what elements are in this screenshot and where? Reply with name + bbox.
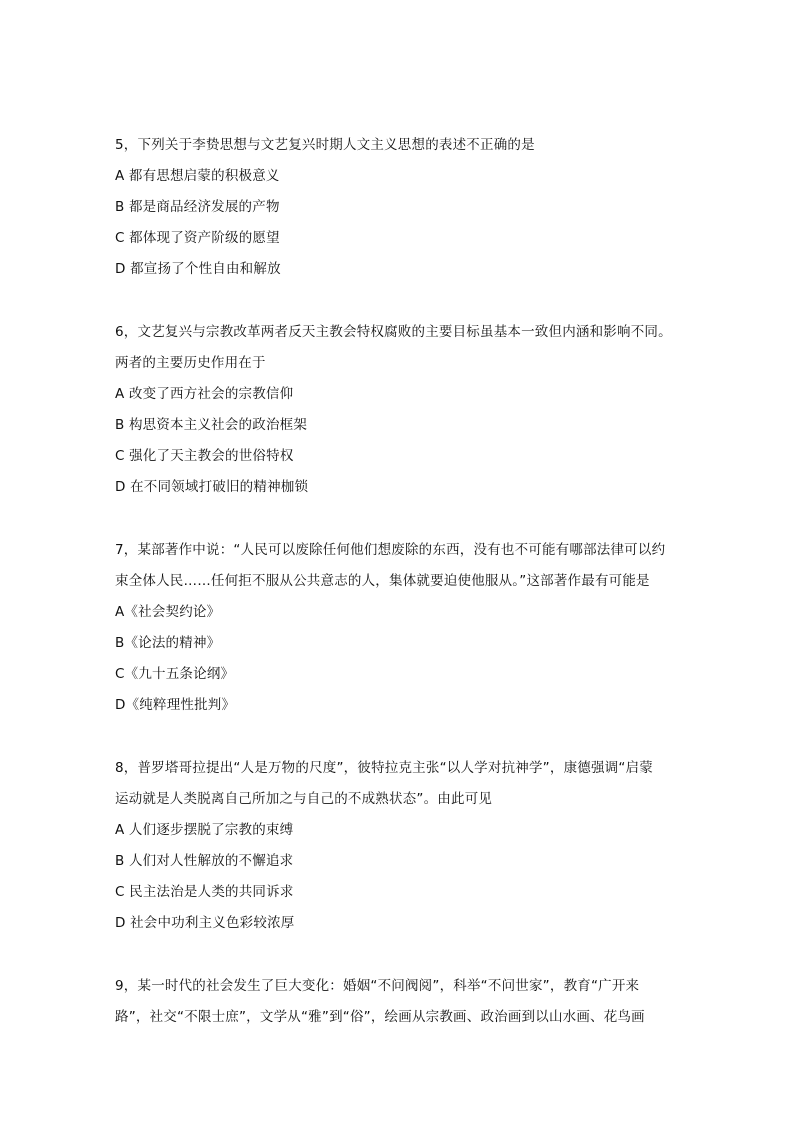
option-b: B 人们对人性解放的不懈追求 — [115, 853, 294, 869]
option-b: B《论法的精神》 — [115, 635, 221, 651]
question-stem: 束全体人民……任何拒不服从公共意志的人，集体就要迫使他服从。”这部著作最有可能是 — [115, 573, 650, 589]
question-7 — [115, 540, 685, 726]
option-d: D 都宣扬了个性自由和解放 — [115, 261, 281, 277]
question-stem: 9，某一时代的社会发生了巨大变化：婚姻“不问阀阅”，科举“不问世家”，教育“广开来 — [115, 978, 640, 994]
question-stem: 8，普罗塔哥拉提出“人是万物的尺度”，彼特拉克主张“以人学对抗神学”，康德强调“启蒙 — [115, 760, 653, 776]
option-a: A 人们逐步摆脱了宗教的束缚 — [115, 822, 294, 838]
question-stem: 两者的主要历史作用在于 — [115, 355, 266, 371]
question-stem: 7，某部著作中说：“人民可以废除任何他们想废除的东西，没有也不可能有哪部法律可以约 — [115, 542, 666, 558]
question-stem: 路”，社交“不限士庶”，文学从“雅”到“俗”，绘画从宗教画、政治画到以山水画、花鸟画 — [115, 1009, 645, 1025]
option-a: A《社会契约论》 — [115, 604, 221, 620]
question-9 — [115, 976, 685, 1038]
question-8 — [115, 758, 685, 944]
option-d: D《纯粹理性批判》 — [115, 697, 236, 713]
option-c: C 民主法治是人类的共同诉求 — [115, 884, 294, 900]
question-stem: 5，下列关于李贽思想与文艺复兴时期人文主义思想的表述不正确的是 — [115, 137, 535, 153]
option-a: A 都有思想启蒙的积极意义 — [115, 168, 280, 184]
option-d: D 在不同领域打破旧的精神枷锁 — [115, 479, 309, 495]
question-6 — [115, 322, 685, 508]
option-c: C 都体现了资产阶级的愿望 — [115, 230, 280, 246]
question-5 — [115, 135, 685, 290]
question-stem: 6，文艺复兴与宗教改革两者反天主教会特权腐败的主要目标虽基本一致但内涵和影响不同。 — [115, 324, 672, 340]
option-d: D 社会中功利主义色彩较浓厚 — [115, 915, 295, 931]
option-c: C 强化了天主教会的世俗特权 — [115, 448, 294, 464]
option-c: C《九十五条论纲》 — [115, 666, 235, 682]
option-a: A 改变了西方社会的宗教信仰 — [115, 386, 294, 402]
option-b: B 构思资本主义社会的政治框架 — [115, 417, 308, 433]
option-b: B 都是商品经济发展的产物 — [115, 199, 280, 215]
question-stem: 运动就是人类脱离自己所加之与自己的不成熟状态”。由此可见 — [115, 791, 493, 807]
